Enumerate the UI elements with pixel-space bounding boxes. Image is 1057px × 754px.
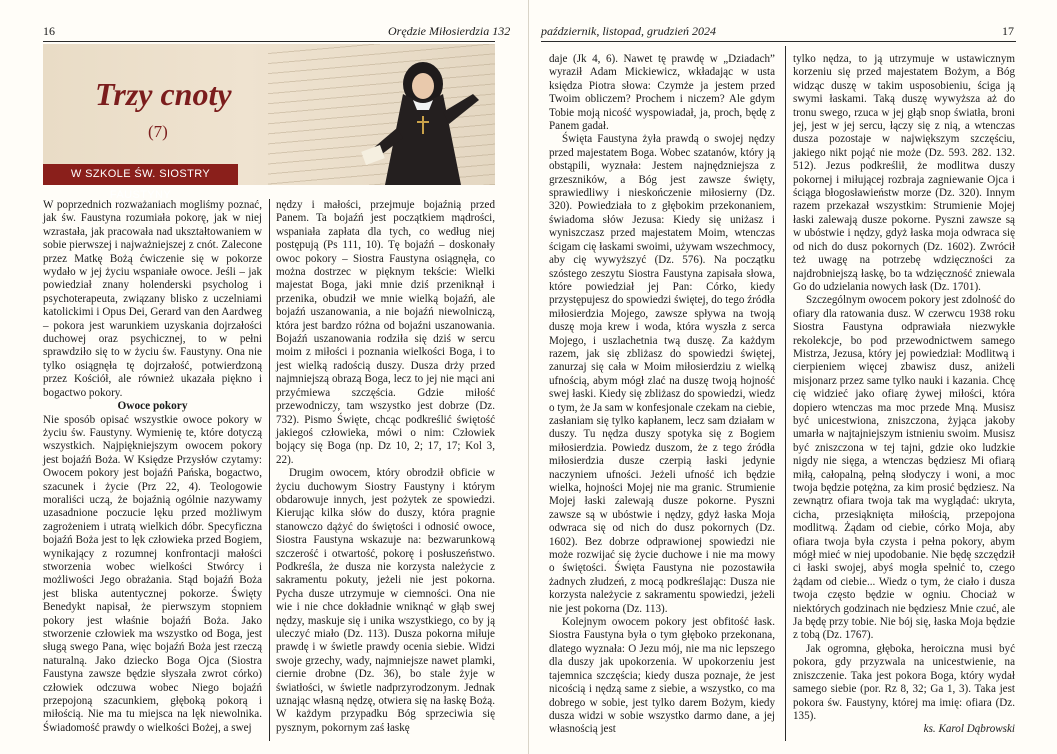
paragraph: Święta Faustyna żyła prawdą o swojej nędzy przed majestatem Boga. Wobec szatanów, który ją obstąpili, wyznała: Jestem najnędzniejsza z grzeszników, a Bóg jest zawsze święty, sprawiedliwy i nieskończenie miłosierny (Dz. 320). Powiedziała to z głębokim przekonaniem, świadoma słów Jezusa: Kiedy się uniżasz i wyniszczasz przed majestatem Moim, wtenczas ścigam cię łaskami swoimi, używam wszechmocy, aby cię wywyższyć (Dz. 576). Na początku szóstego zeszytu Siostra Faustyna zapisała słowa, które powiedział jej Pan: Córko, kiedy przystępujesz do spowiedzi świętej, do tego źródła miłosierdzia Mojego, zawsze spływa na twoją duszę moja krew i woda, która wyszła z serca Mojego, i uszlachetnia twą duszę. Za każdym razem, jak się zbliżasz do spowiedzi świętej, zanurzaj się cała w Moim miłosierdziu z wielką ufnością, abym mógł zlać na duszę twoją hojność swej łaski. Kiedy się zbliżasz do spowiedzi, wiedz o tym, że Ja sam w konfesjonale czekam na ciebie, zasłaniam się tylko kapłanem, lecz sam działam w duszy. Tu nędza duszy spotyka się z Bogiem miłosierdzia. Powiedz duszom, że z tego źródła miłosierdzia dusze czerpią łaski jedynie naczyniem ufności. Jeżeli ufność ich będzie wielka, hojności Mojej nie ma granic. Strumienie Mojej łaski zalewają dusze pokorne. Pyszni zawsze są w ubóstwie i nędzy, gdyż łaska Moja odwraca się od nich do dusz pokornych (Dz. 1602). Bez dobrze odprawionej spowiedzi nie może rozwijać się życie duchowe i nie ma mowy o świętości. Święta Faustyna nie pozostawiła żadnych złudzeń, z mocą podkreślając: Dusza nie korzysta należycie z sakramentu spowiedzi, jeżeli nie jest pokorna (Dz. 113). — [549, 133, 775, 615]
right-column-1 — [549, 53, 775, 737]
left-column-2 — [276, 199, 495, 735]
paragraph: tylko nędza, to ją utrzymuje w ustawicznym korzeniu się przed majestatem Bożym, a Bóg widząc duszę w takim usposobieniu, ściga ją swymi łaskami. Taką duszę wywyższa aż do tronu swego, rzuca w jej głąb snop światła, broni jej, jest w jej sercu, łączy się z nią, a wtenczas dusza pozostaje w największym szczęściu, jakiego nikt pojąć nie może (Dz. 593. 282. 132. 512). Jezus podkreślił, że modlitwa duszy pokornej i miłującej rozbraja zagniewanie Ojca i ściąga błogosławieństw morze (Dz. 320). Innym razem przekazał wszystkim: Strumienie Mojej łaski zalewają dusze pokorne. Pyszni zawsze są w ubóstwie i nędzy, gdyż łaska moja odwraca się od nich do dusz pokornych (Dz. 1602). Zwrócił też uwagę na potrzebę wdzięczności za najdrobniejszą łaskę, bo ta wdzięczność zniewala Go do udzielania nowych łask (Dz. 1701). — [793, 53, 1015, 293]
paragraph: Drugim owocem, który obrodził obficie w życiu duchowym Siostry Faustyny i którym obdarowuje innych, jest pożytek ze spowiedzi. Kierując kilka słów do duszy, która pragnie stanowczo dążyć do świętości i odnosić owoce, Siostra Faustyna wskazuje na: bezwarunkową szczerość i otwartość, pokorę i posłuszeństwo. Podkreśla, że dusza nie korzysta należycie z sakramentu pokuty, jeżeli nie jest pokorna. Pycha dusze utrzymuje w ciemności. Ona nie wie i nie chce dokładnie wniknąć w głąb swej nędzy, maskuje się i unika wszystkiego, co by ją uleczyć miało (Dz. 113). Dusza pokorna miłuje prawdę i w świetle prawdy ocenia siebie. Widzi swoje grzechy, wady, najmniejsze nawet plamki, ciernie drobne (Dz. 36), bo stale żyje w światłości, w świetle nadprzyrodzonym. Jednak uznając własną nędzę, otwiera się na łaskę Bożą. W każdym przypadku Bóg sprzeciwia się pysznym, pokornym zaś łaskę — [276, 467, 495, 734]
left-page — [0, 0, 528, 754]
right-column-2 — [793, 53, 1015, 737]
header-rule-left — [43, 41, 495, 42]
paragraph: nędzy i małości, przejmuje bojaźnią przed Panem. Ta bojaźń jest początkiem mądrości, wspaniała zapłata dla tych, co według niej postępują (Ps 111, 10). Tę bojaźń – doskonały owoc pokory – Siostra Faustyna osiągnęła, co można dostrzec w pięknym tekście: Wielki majestat Boga, jaki mnie dziś przeniknął i przenika, obudził we mnie wielką bojaźń, ale bojaźń uszanowania, a nie bojaźń niewolniczą, która jest bardzo różna od bojaźni uszanowania. Bojaźń uszanowania rodziła się dziś w sercu moim z miłości i poznania wielkości Boga, i to jest wielką radością duszy. Dusza drży przed najmniejszą obrazą Boga, lecz to jej nie mąci ani przyćmiewa szczęścia. Gdzie miłość przewodniczy, tam wszystko jest dobrze (Dz. 732). Pismo Święte, chcąc podkreślić świętość jakiegoś człowieka, mówi o nim: Człowiek bojący się Boga (np. Dz 10, 2; 17, 17; Kol 3, 22). — [276, 199, 495, 466]
author-signature: ks. Karol Dąbrowski — [923, 723, 1015, 736]
paragraph: Kolejnym owocem pokory jest obfitość łask. Siostra Faustyna była o tym głęboko przekonana, dlatego wyznała: O Jezu mój, nie ma nic lepszego dla duszy jak upokorzenia. W upokorzeniu jest tajemnica szczęścia; kiedy dusza poznaje, że jest nicością i nędzą same z siebie, a wszystko, co ma dobrego w sobie, jest tylko darem Bożym, kiedy dusza widzi w sobie wszystko darmo dane, a jej własnością jest — [549, 616, 775, 736]
column-rule — [269, 199, 270, 741]
running-head-right: październik, listopad, grudzień 2024 — [541, 24, 717, 38]
saint-faustina-illustration — [363, 54, 495, 185]
section-tag: W SZKOLE ŚW. SIOSTRY FAUSTYNY — [43, 164, 238, 185]
right-page — [529, 0, 1057, 754]
article-header-image — [43, 44, 495, 201]
page-number-right: 17 — [1002, 24, 1014, 38]
article-title: Trzy cnoty — [95, 76, 232, 112]
left-column-1 — [43, 199, 262, 735]
paragraph: W poprzednich rozważaniach mogliśmy poznać, jak św. Faustyna rozumiała pokorę, jak w niej wzrastała, jak pracowała nad ukształtowaniem w sobie pierwszej i najważniejszej z cnót. Zalecone przez Matkę Bożą ćwiczenie się w pokorze wydało w jej życiu wspaniałe owoce. Jeśli – jak powiedział znany holenderski psycholog i psychoterapeuta, związany blisko z uczelniami katolickimi i Opus Dei, Gerard van den Aardweg – pokora jest warunkiem uzyskania dojrzałości duchowej oraz psychicznej, to w pełni sprawdziło się to w życiu św. Faustyny. Ona nie tylko osiągnęła tę dojrzałość, potwierdzoną przez Kościół, ale również ukazała piękno i bogactwo pokory. — [43, 199, 262, 399]
page-number-left: 16 — [43, 24, 55, 38]
article-part-number: (7) — [148, 122, 168, 141]
paragraph: Jak ogromna, głęboka, heroiczna musi być pokora, gdy przyzwala na unicestwienie, na zniszczenie. Taka jest pokora Boga, który wydał samego siebie (por. Rz 8, 32; Ga 1, 3). Taka jest pokora św. Faustyny, której ma imię: ofiara (Dz. 135). — [793, 642, 1015, 722]
running-head-left: Orędzie Miłosierdzia 132 — [388, 24, 511, 38]
paragraph: Nie sposób opisać wszystkie owoce pokory w życiu św. Faustyny. Wymienię te, które dotyczą wszystkich. Najpiękniejszym owocem pokory jest bojaźń Boża. W Księdze Przysłów czytamy: Owocem pokory jest bojaźń Pańska, bogactwo, szacunek i życie (Prz 22, 4). Teologowie moraliści uczą, że bojaźnią ogólnie nazywamy uzasadnione poczucie lęku przed możliwym zagrożeniem i utratą wielkich dóbr. Specyficzna bojaźń Boża jest to lęk człowieka przed Bogiem, wynikający z rozumnej konfrontacji małości stworzenia wobec wielkości Stwórcy i możliwości Jego obrażania. Stąd bojaźń Boża jest bliska autentycznej pokorze. Święty Benedykt napisał, że pierwszym stopniem pokory jest właśnie bojaźń Boża. Jako stworzenie człowiek ma wszystko od Boga, jest sługą swego Pana, więc bojaźń Boża jest rzeczą naturalną. Jako dziecko Boga Ojca (Siostra Faustyna zawsze będzie słyszała zwrot córko) człowiek odczuwa wobec Niego bojaźń przepojoną szacunkiem, głęboką pokorą i miłością. Nie ma tu miejsca na lęk niewolnika. Świadomość prawdy o wielkości Bożej, a swej — [43, 413, 262, 734]
column-rule — [785, 46, 786, 741]
paragraph: daje (Jk 4, 6). Nawet tę prawdę w „Dziadach” wyraził Adam Mickiewicz, wkładając w usta księdza Piotra słowa: Czymże ja jestem przed Twoim obliczem? Prochem i niczem? Ale gdym Tobie moją nicość wyspowiadał, ja, proch, będę z Panem gadał. — [549, 53, 775, 133]
paragraph: Szczególnym owocem pokory jest zdolność do ofiary dla ratowania dusz. W czerwcu 1938 roku Siostra Faustyna odprawiała niezwykłe rekolekcje, bo pod przewodnictwem samego Mistrza, Jezusa, który jej powiedział: Modlitwą i cierpieniem więcej zbawisz dusz, aniżeli misjonarz przez same tylko nauki i kazania. Chcę cię widzieć jako ofiarę żywej miłości, która dopiero wtenczas ma moc przede Mną. Musisz być unicestwiona, zniszczona, żyjąca jakoby umarła w najtajniejszym istnieniu swoim. Musisz być zniszczona w tej tajni, gdzie oko ludzkie nigdy nie sięga, a wtenczas będziesz Mi ofiarą miłą, całopalną, pełną słodyczy i woni, a moc twoja będzie potężna, za kim prosić będziesz. Na zewnątrz ofiara twoja tak ma wyglądać: ukryta, cicha, przesiąknięta miłością, przepojona modlitwą. Żądam od ciebie, córko Moja, aby ofiara twoja była czysta i pełna pokory, abym mógł mieć w niej upodobanie. Nie będę szczędził ci łaski swojej, abyś mogła spełnić to, czego żądam od ciebie... Wiedz o tym, że ciało i dusza twoja często będzie w ogniu. Chociaż w niektórych godzinach nie będziesz Mnie czuć, ale Ja będę przy tobie. Nie bój się, łaska Moja będzie z tobą (Dz. 1767). — [793, 294, 1015, 642]
header-rule-right — [541, 41, 1016, 42]
subheading: Owoce pokory — [117, 400, 188, 413]
